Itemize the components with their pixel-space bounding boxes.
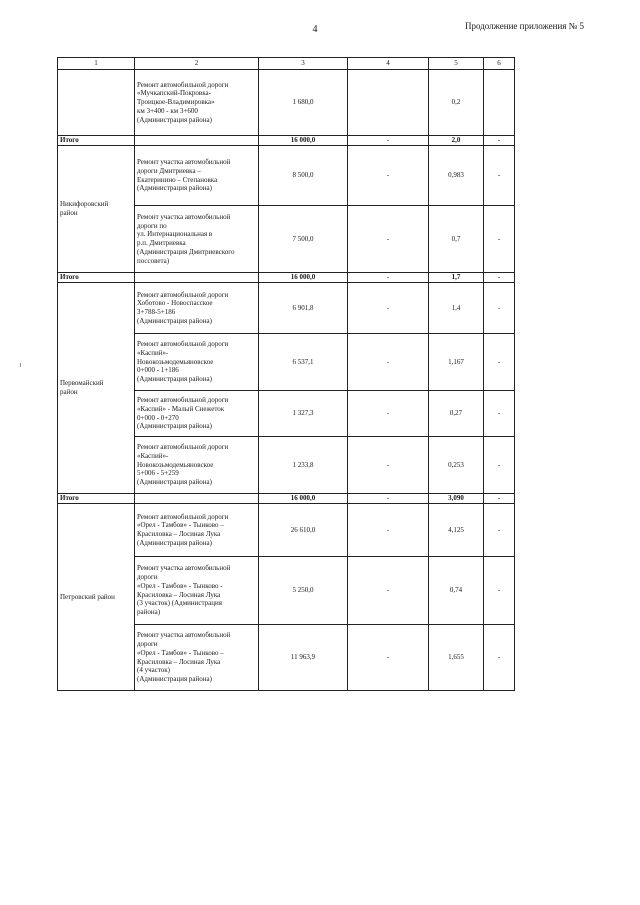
work-description-cell (135, 283, 259, 334)
col6-cell (484, 70, 515, 136)
amount-cell: 11 963,9 (259, 625, 348, 691)
col6-cell: - (484, 437, 515, 494)
cell-line: км 3+400 - км 3+600 (137, 106, 198, 115)
total-empty-cell (135, 136, 259, 146)
cell-line: Ремонт автомобильной дороги (137, 340, 229, 349)
amount-cell: 6 537,1 (259, 334, 348, 391)
column-header: 2 (135, 58, 259, 70)
total-col6: - (484, 494, 515, 504)
total-col6: - (484, 273, 515, 283)
col4-cell: - (348, 206, 429, 273)
cell-line: (Администрация района) (137, 538, 212, 547)
cell-line: «Мучкапский-Покровка- (137, 89, 211, 98)
work-description-cell (135, 206, 259, 273)
length-cell: 4,125 (429, 504, 484, 557)
col4-cell: - (348, 625, 429, 691)
col6-cell: - (484, 334, 515, 391)
cell-line: Ремонт автомобильной дороги (137, 512, 229, 521)
cell-line: дороги (137, 640, 158, 648)
cell-line: Ремонт автомобильной дороги (137, 396, 229, 404)
total-length: 1,7 (429, 273, 484, 283)
column-header: 5 (429, 58, 484, 70)
total-label: Итого (58, 273, 135, 283)
table-header-row (58, 58, 515, 70)
cell-line: (Администрация района) (137, 115, 212, 124)
col6-cell: - (484, 557, 515, 625)
cell-line: (4 участок) (137, 666, 171, 675)
cell-line: район (60, 388, 78, 396)
work-description-cell (135, 391, 259, 437)
margin-mark (20, 363, 21, 367)
road-repair-table (57, 57, 515, 691)
cell-line: Новокозьмодемьяновское (137, 460, 214, 469)
table-row (58, 70, 515, 136)
total-label: Итого (58, 136, 135, 146)
cell-line: Ремонт участка автомобильной (137, 158, 231, 166)
length-cell: 0,983 (429, 146, 484, 206)
cell-line: «Каспий»- (137, 348, 169, 357)
cell-line: Никифоровский (60, 200, 109, 209)
cell-line: Ремонт участка автомобильной (137, 564, 231, 573)
amount-cell: 1 327,3 (259, 391, 348, 437)
cell-line: 5+006 - 5+259 (137, 469, 179, 478)
total-amount: 16 000,0 (259, 494, 348, 504)
cell-line: Ремонт автомобильной дороги (137, 80, 229, 89)
col6-cell: - (484, 206, 515, 273)
col4-cell: - (348, 391, 429, 437)
total-col4: - (348, 494, 429, 504)
column-header: 4 (348, 58, 429, 70)
total-col4: - (348, 273, 429, 283)
cell-line: Красиловка – Лосиная Лука (137, 530, 221, 538)
cell-line: (Администрация Дмитриевского (137, 247, 235, 256)
cell-line: Ремонт автомобильной дороги (137, 290, 229, 299)
total-empty-cell (135, 494, 259, 504)
cell-line: района) (137, 608, 161, 616)
cell-line: Новокозьмодемьяновское (137, 357, 214, 366)
amount-cell: 5 250,0 (259, 557, 348, 625)
cell-line: «Орел - Тамбов» - Тынково - (137, 581, 223, 590)
amount-cell: 1 680,0 (259, 70, 348, 136)
work-description-cell (135, 146, 259, 206)
col4-cell (348, 70, 429, 136)
total-length: 3,090 (429, 494, 484, 504)
cell-line: «Орел - Тамбов» - Тынково – (137, 521, 224, 530)
col6-cell: - (484, 283, 515, 334)
amount-cell: 26 610,0 (259, 504, 348, 557)
total-amount: 16 000,0 (259, 273, 348, 283)
cell-line: 0+000 - 0+270 (137, 413, 179, 422)
length-cell: 0,74 (429, 557, 484, 625)
cell-line: (Администрация района) (137, 422, 212, 431)
col4-cell: - (348, 146, 429, 206)
total-label: Итого (58, 494, 135, 504)
cell-line: (3 участок) (Администрация (137, 599, 222, 608)
total-amount: 16 000,0 (259, 136, 348, 146)
col6-cell: - (484, 625, 515, 691)
cell-line: 3+788-5+186 (137, 308, 176, 316)
length-cell: 1,4 (429, 283, 484, 334)
cell-line: Красиловка – Лосиная Лука (137, 657, 221, 666)
cell-line: Красиловка – Лосиная Лука (137, 590, 221, 599)
cell-line: Ремонт участка автомобильной (137, 212, 231, 221)
cell-line: (Администрация района) (137, 675, 212, 683)
cell-line: р.п. Дмитриевка (137, 239, 186, 247)
col4-cell: - (348, 283, 429, 334)
col6-cell: - (484, 391, 515, 437)
cell-line: «Орел - Тамбов» - Тынково – (137, 648, 224, 657)
cell-line: район (60, 209, 78, 217)
col6-cell: - (484, 146, 515, 206)
column-header: 3 (259, 58, 348, 70)
district-cell (58, 146, 135, 273)
table-row (58, 146, 515, 206)
cell-line: (Администрация района) (137, 478, 212, 487)
total-row (58, 273, 515, 283)
total-empty-cell (135, 273, 259, 283)
cell-line: дороги (137, 573, 158, 581)
total-row (58, 136, 515, 146)
length-cell: 0,253 (429, 437, 484, 494)
column-header: 6 (484, 58, 515, 70)
total-row (58, 494, 515, 504)
cell-line: Екатеринино – Степановка (137, 175, 218, 184)
work-description-cell (135, 557, 259, 625)
cell-line: (Администрация района) (137, 375, 212, 384)
cell-line: Первомайский (60, 379, 104, 388)
district-cell (58, 504, 135, 691)
col4-cell: - (348, 334, 429, 391)
cell-line: «Каспий»- (137, 451, 169, 460)
col6-cell: - (484, 504, 515, 557)
amount-cell: 6 901,8 (259, 283, 348, 334)
col4-cell: - (348, 557, 429, 625)
cell-line: ул. Интернациональная в (137, 230, 213, 239)
page-number: 4 (312, 24, 318, 35)
cell-line: «Каспий» - Малый Снежеток (137, 404, 225, 413)
cell-line: (Администрация района) (137, 316, 212, 325)
table-row (58, 504, 515, 557)
work-description-cell (135, 437, 259, 494)
cell-line: (Администрация района) (137, 184, 212, 193)
length-cell: 0,27 (429, 391, 484, 437)
amount-cell: 7 500,0 (259, 206, 348, 273)
cell-line: Петровский район (60, 592, 115, 601)
district-cell (58, 283, 135, 494)
col4-cell: - (348, 437, 429, 494)
work-description-cell (135, 334, 259, 391)
cell-line: Троицкое-Владимировка» (137, 98, 215, 107)
work-description-cell (135, 70, 259, 136)
length-cell: 1,655 (429, 625, 484, 691)
appendix-note: Продолжение приложения № 5 (464, 21, 584, 31)
col4-cell: - (348, 504, 429, 557)
cell-line: Хоботово - Новоспасское (137, 299, 213, 308)
amount-cell: 8 500,0 (259, 146, 348, 206)
cell-line: дороги по (137, 221, 167, 230)
length-cell: 1,167 (429, 334, 484, 391)
table-row (58, 283, 515, 334)
length-cell: 0,7 (429, 206, 484, 273)
cell-line: 0+000 - 1+186 (137, 366, 179, 375)
work-description-cell (135, 504, 259, 557)
work-description-cell (135, 625, 259, 691)
length-cell: 0,2 (429, 70, 484, 136)
district-cell (58, 70, 135, 136)
cell-line: поссовета) (137, 256, 170, 265)
column-header: 1 (58, 58, 135, 70)
total-col4: - (348, 136, 429, 146)
cell-line: Ремонт автомобильной дороги (137, 443, 229, 452)
cell-line: Ремонт участка автомобильной (137, 631, 231, 640)
amount-cell: 1 233,8 (259, 437, 348, 494)
cell-line: дороги Дмитриевка – (137, 166, 201, 175)
total-col6: - (484, 136, 515, 146)
total-length: 2,0 (429, 136, 484, 146)
